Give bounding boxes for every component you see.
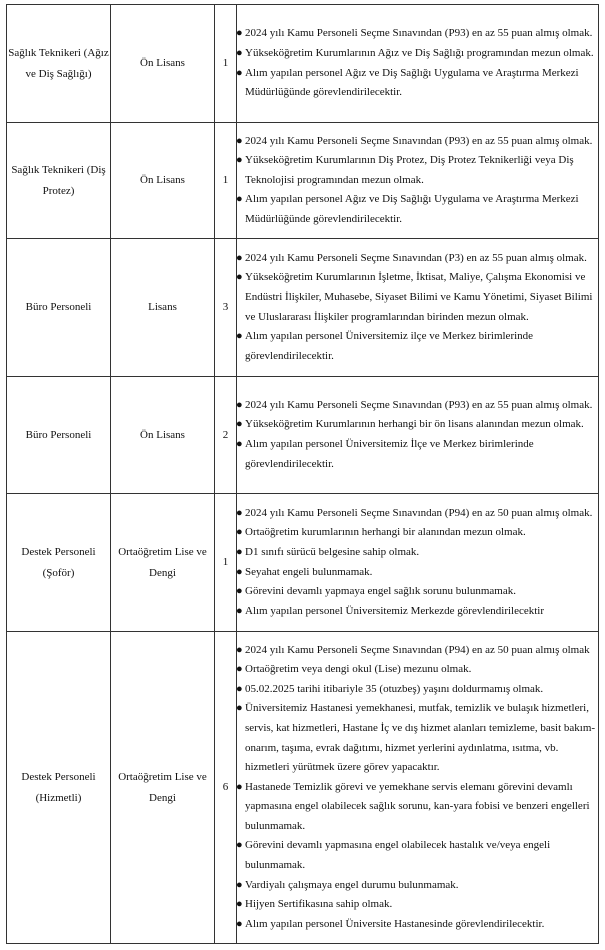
bullet-icon: ● bbox=[236, 438, 243, 450]
requirement-text: 2024 yılı Kamu Personeli Seçme Sınavından (P94) en az 50 puan almış olmak bbox=[245, 643, 590, 656]
position-title: Destek Personeli (Hizmetli) bbox=[21, 770, 96, 804]
requirements-cell bbox=[237, 5, 599, 123]
requirement-item bbox=[237, 876, 598, 896]
bullet-icon: ● bbox=[236, 27, 243, 40]
requirement-item bbox=[237, 641, 598, 661]
bullet-icon: ● bbox=[236, 154, 243, 167]
count-cell bbox=[215, 494, 237, 632]
bullet-icon: ● bbox=[236, 271, 243, 284]
requirement-text: Görevini devamlı yapmasına engel olabilecek hastalık ve/veya engeli bulunmamak. bbox=[245, 839, 551, 872]
bullet-icon: ● bbox=[236, 134, 243, 147]
position-count: 6 bbox=[222, 781, 229, 793]
requirement-item bbox=[237, 699, 598, 777]
bullet-icon: ● bbox=[236, 193, 243, 206]
requirement-item bbox=[237, 680, 598, 700]
education-cell bbox=[111, 5, 215, 123]
requirement-item bbox=[237, 504, 598, 524]
requirement-text: Görevini devamlı yapmaya engel sağlık sorunu bulunmamak. bbox=[245, 585, 516, 598]
bullet-icon: ● bbox=[236, 66, 243, 79]
position-title: Sağlık Teknikeri (Diş Protez) bbox=[11, 163, 106, 197]
requirement-text: 2024 yılı Kamu Personeli Seçme Sınavından (P94) en az 50 puan almış olmak. bbox=[245, 506, 593, 519]
requirement-text: 2024 yılı Kamu Personeli Seçme Sınavından (P93) en az 55 puan almış olmak. bbox=[245, 398, 593, 411]
education-cell bbox=[111, 494, 215, 632]
education-level: Ortaöğretim Lise ve Dengi bbox=[118, 770, 207, 804]
requirement-item bbox=[237, 895, 598, 915]
education-cell bbox=[111, 377, 215, 494]
requirement-text: Alım yapılan personel Üniversite Hastanesinde görevlendirilecektir. bbox=[245, 917, 545, 930]
count-cell bbox=[215, 123, 237, 239]
requirement-item bbox=[237, 396, 598, 416]
requirements-list bbox=[237, 24, 598, 102]
requirement-text: Seyahat engeli bulunmamak. bbox=[245, 565, 373, 578]
table-row bbox=[7, 239, 599, 377]
education-cell bbox=[111, 239, 215, 377]
bullet-icon: ● bbox=[236, 878, 243, 891]
bullet-icon: ● bbox=[236, 545, 243, 558]
requirement-item bbox=[237, 563, 598, 583]
count-cell bbox=[215, 5, 237, 123]
position-count: 1 bbox=[222, 556, 229, 568]
bullet-icon: ● bbox=[236, 604, 243, 617]
requirements-cell bbox=[237, 377, 599, 494]
bullet-icon: ● bbox=[236, 526, 243, 539]
requirement-text: Ortaöğretim kurumlarının herhangi bir alanından mezun olmak. bbox=[245, 526, 526, 539]
requirement-item bbox=[237, 268, 598, 327]
bullet-icon: ● bbox=[236, 643, 243, 656]
requirement-item bbox=[237, 44, 598, 64]
requirement-text: Alım yapılan personel Ağız ve Diş Sağlığı Uygulama ve Araştırma Merkezi Müdürlüğünde görevlendirilecektir. bbox=[245, 193, 579, 225]
position-cell bbox=[7, 239, 111, 377]
position-cell bbox=[7, 377, 111, 494]
requirement-text: D1 sınıfı sürücü belgesine sahip olmak. bbox=[245, 545, 420, 558]
requirements-list bbox=[237, 504, 598, 622]
table-row bbox=[7, 494, 599, 632]
education-level: Ön Lisans bbox=[140, 428, 185, 441]
education-cell bbox=[111, 632, 215, 944]
requirement-item bbox=[237, 602, 598, 622]
bullet-icon: ● bbox=[236, 585, 243, 598]
bullet-icon: ● bbox=[236, 663, 243, 676]
requirement-item bbox=[237, 660, 598, 680]
requirements-cell bbox=[237, 239, 599, 377]
bullet-icon: ● bbox=[236, 702, 243, 715]
table-row bbox=[7, 5, 599, 123]
table-row bbox=[7, 377, 599, 494]
requirement-item bbox=[237, 249, 598, 269]
requirement-item bbox=[237, 435, 598, 474]
requirement-text: Yükseköğretim Kurumlarının Diş Protez, Diş Protez Teknikerliği veya Diş Teknolojisi programından mezun olmak. bbox=[245, 154, 574, 186]
table-body bbox=[7, 5, 599, 944]
bullet-icon: ● bbox=[236, 780, 243, 793]
bullet-icon: ● bbox=[236, 418, 243, 431]
position-title: Büro Personeli bbox=[25, 301, 92, 313]
bullet-icon: ● bbox=[236, 565, 243, 578]
bullet-icon: ● bbox=[236, 46, 243, 59]
position-count: 1 bbox=[222, 174, 229, 186]
requirement-item bbox=[237, 327, 598, 366]
requirement-text: Yükseköğretim Kurumlarının İşletme, İktisat, Maliye, Çalışma Ekonomisi ve Endüstri İlişkiler, Muhasebe, Siyaset Bilimi ve Kamu Yönetimi, Siyaset Bilimi ve Uluslararası İlişkiler programlarından birinden mezun olmak. bbox=[245, 271, 593, 323]
position-cell bbox=[7, 5, 111, 123]
requirements-list bbox=[237, 132, 598, 230]
requirement-text: Alım yapılan personel Üniversitemiz ilçe ve Merkez birimlerinde görevlendirilecektir. bbox=[245, 330, 534, 362]
bullet-icon: ● bbox=[236, 898, 243, 911]
positions-table bbox=[6, 4, 599, 944]
count-cell bbox=[215, 632, 237, 944]
requirement-text: Hastanede Temizlik görevi ve yemekhane servis elemanı görevini devamlı yapmasına engel olabilecek sağlık sorunu, kan-yara fobisi ve benzeri engelleri bulunmamak. bbox=[245, 780, 590, 832]
position-count: 3 bbox=[222, 301, 229, 313]
requirement-item bbox=[237, 190, 598, 229]
requirement-text: Üniversitemiz Hastanesi yemekhanesi, mutfak, temizlik ve bulaşık hizmetleri, servis, kat hizmetleri, Hastane İç ve dış hizmet alanları temizleme, basit bakım-onarım, taşıma, evrak dağıtımı, hizmet yerlerini aydınlatma, ısıtma, vb. hizmetleri yürütmek üzere görev yapacaktır. bbox=[245, 702, 596, 774]
education-cell bbox=[111, 123, 215, 239]
requirements-cell bbox=[237, 632, 599, 944]
position-title: Sağlık Teknikeri (Ağız ve Diş Sağlığı) bbox=[8, 46, 109, 80]
requirement-text: Yükseköğretim Kurumlarının herhangi bir ön lisans alanından mezun olmak. bbox=[245, 418, 584, 431]
position-cell bbox=[7, 632, 111, 944]
bullet-icon: ● bbox=[236, 330, 243, 343]
requirement-item bbox=[237, 915, 598, 935]
bullet-icon: ● bbox=[236, 839, 243, 852]
requirement-text: Vardiyalı çalışmaya engel durumu bulunmamak. bbox=[245, 878, 459, 891]
requirement-text: Hijyen Sertifikasına sahip olmak. bbox=[245, 898, 393, 911]
position-count: 1 bbox=[222, 57, 229, 69]
position-cell bbox=[7, 494, 111, 632]
requirement-item bbox=[237, 415, 598, 435]
requirement-item bbox=[237, 836, 598, 875]
requirement-item bbox=[237, 543, 598, 563]
requirement-text: Alım yapılan personel Üniversitemiz Merkezde görevlendirilecektir bbox=[245, 604, 545, 617]
count-cell bbox=[215, 377, 237, 494]
requirements-list bbox=[237, 249, 598, 367]
requirement-item bbox=[237, 151, 598, 190]
education-level: Lisans bbox=[148, 301, 177, 313]
requirement-item bbox=[237, 24, 598, 44]
requirement-item bbox=[237, 64, 598, 103]
requirement-text: 2024 yılı Kamu Personeli Seçme Sınavından (P93) en az 55 puan almış olmak. bbox=[245, 134, 593, 147]
count-cell bbox=[215, 239, 237, 377]
requirement-text: Yükseköğretim Kurumlarının Ağız ve Diş Sağlığı programından mezun olmak. bbox=[245, 46, 594, 59]
requirements-list bbox=[237, 641, 598, 935]
requirement-text: 2024 yılı Kamu Personeli Seçme Sınavından (P93) en az 55 puan almış olmak. bbox=[245, 27, 593, 40]
education-level: Ortaöğretim Lise ve Dengi bbox=[118, 545, 207, 579]
requirement-text: Alım yapılan personel Ağız ve Diş Sağlığı Uygulama ve Araştırma Merkezi Müdürlüğünde görevlendirilecektir. bbox=[245, 66, 579, 99]
requirement-item bbox=[237, 582, 598, 602]
bullet-icon: ● bbox=[236, 917, 243, 930]
position-count: 2 bbox=[222, 428, 229, 441]
bullet-icon: ● bbox=[236, 398, 243, 411]
bullet-icon: ● bbox=[236, 506, 243, 519]
bullet-icon: ● bbox=[236, 682, 243, 695]
requirement-text: 2024 yılı Kamu Personeli Seçme Sınavından (P3) en az 55 puan almış olmak. bbox=[245, 251, 587, 264]
education-level: Ön Lisans bbox=[140, 57, 185, 69]
requirement-text: Alım yapılan personel Üniversitemiz İlçe ve Merkez birimlerinde görevlendirilecektir. bbox=[245, 438, 534, 470]
table-row bbox=[7, 123, 599, 239]
position-title: Destek Personeli (Şoför) bbox=[21, 545, 96, 579]
requirements-list bbox=[237, 396, 598, 474]
requirement-item bbox=[237, 778, 598, 837]
table-row bbox=[7, 632, 599, 944]
requirement-item bbox=[237, 132, 598, 152]
position-cell bbox=[7, 123, 111, 239]
requirement-text: 05.02.2025 tarihi itibariyle 35 (otuzbeş) yaşını doldurmamış olmak. bbox=[245, 682, 544, 695]
requirements-cell bbox=[237, 123, 599, 239]
position-title: Büro Personeli bbox=[25, 428, 92, 441]
education-level: Ön Lisans bbox=[140, 174, 185, 186]
bullet-icon: ● bbox=[236, 251, 243, 264]
requirement-item bbox=[237, 523, 598, 543]
requirement-text: Ortaöğretim veya dengi okul (Lise) mezunu olmak. bbox=[245, 663, 472, 676]
requirements-cell bbox=[237, 494, 599, 632]
